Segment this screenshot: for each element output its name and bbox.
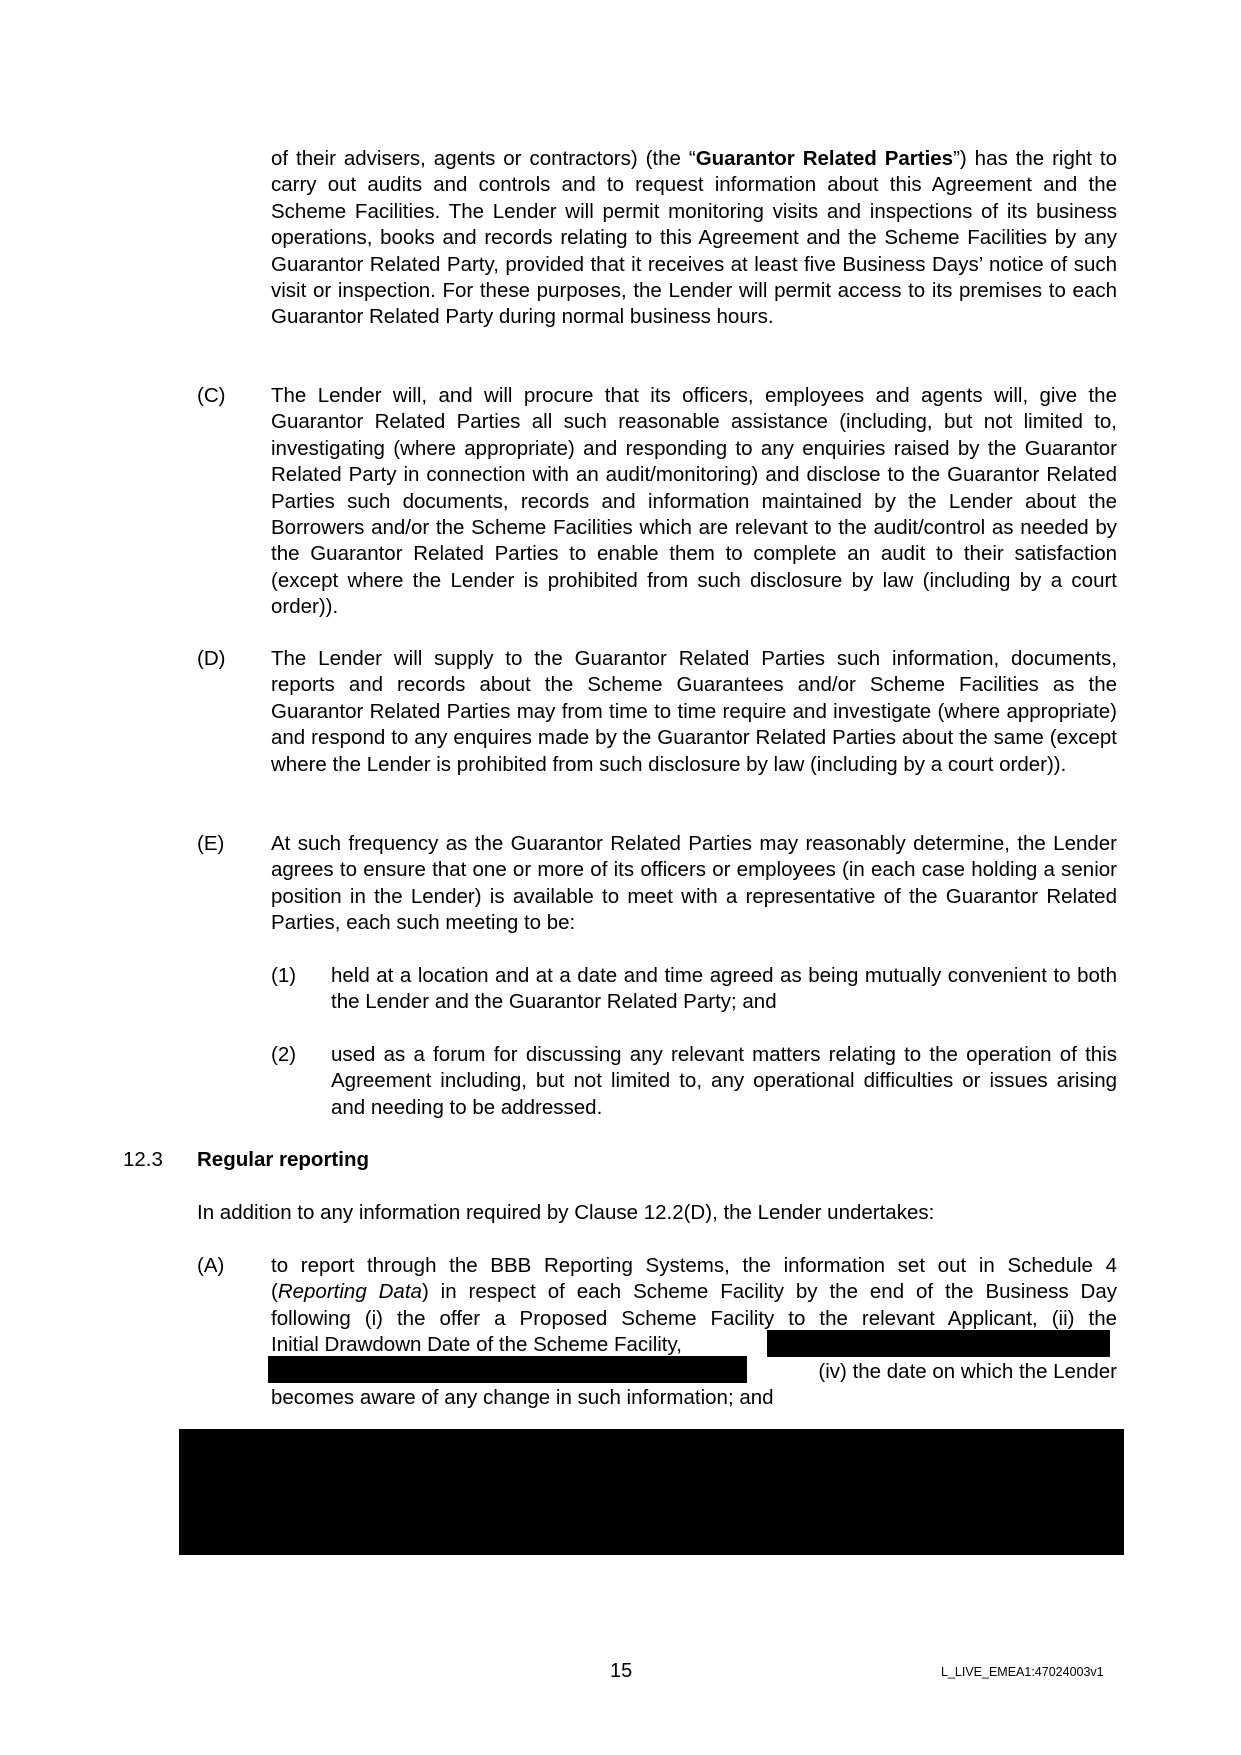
subclause-2-paragraph: used as a forum for discussing any relevant matters relating to the operation of this Agreement including, but not limited to, any operational difficulties or issues arising and needing to be addressed.	[331, 1043, 1117, 1119]
intro-prefix: of their advisers, agents or contractors) (the “	[271, 147, 696, 170]
subclause-1-text	[331, 963, 1117, 1016]
clause-a-line-6: becomes aware of any change in such information; and	[271, 1386, 774, 1410]
clause-a-line-1: to report through the BBB Reporting Systems, the information set out in Schedule 4	[271, 1254, 1117, 1277]
redaction-block-inline-2	[268, 1356, 747, 1383]
schedule-title-italic: Reporting Data	[277, 1280, 422, 1304]
subclause-1-paragraph: held at a location and at a date and time agreed as being mutually convenient to both the Lender and the Guarantor Related Party; and	[331, 964, 1117, 1014]
clause-label-c: (C)	[197, 384, 226, 407]
document-reference: L_LIVE_EMEA1:47024003v1	[941, 1665, 1104, 1679]
subclause-2-text	[331, 1042, 1117, 1121]
section-intro: In addition to any information required by Clause 12.2(D), the Lender undertakes:	[197, 1201, 935, 1224]
subclause-label-1: (1)	[271, 964, 297, 987]
paren-open: (	[271, 1280, 278, 1304]
clause-label-a: (A)	[197, 1254, 225, 1277]
clause-a-line-2	[271, 1279, 1117, 1305]
section-title: Regular reporting	[197, 1148, 369, 1171]
clause-a-line-3: following (i) the offer a Proposed Scheme Facility to the relevant Applicant, (ii) the	[271, 1306, 1117, 1330]
clause-d-text	[271, 646, 1117, 778]
clause-c-paragraph: The Lender will, and will procure that its officers, employees and agents will, give the Guarantor Related Parties all such reasonable assistance (including, but not limited to, investigating (where appropriate) and responding to any enquiries raised by the Guarantor Related Party in connection with an audit/monitoring) and disclose to the Guarantor Related Parties such documents, records and information maintained by the Lender about the Borrowers and/or the Scheme Facilities which are relevant to the audit/control as needed by the Guarantor Related Parties to enable them to complete an audit to their satisfaction (except where the Lender is prohibited from such disclosure by law (including by a court order)).	[271, 384, 1117, 619]
clause-e-paragraph: At such frequency as the Guarantor Related Parties may reasonably determine, the Lender agrees to ensure that one or more of its officers or employees (in each case holding a senior position in the Lender) is available to meet with a representative of the Guarantor Related Parties, each such meeting to be:	[271, 832, 1117, 935]
defined-term: Guarantor Related Parties	[695, 147, 954, 170]
redaction-block-inline-1	[767, 1330, 1110, 1357]
clause-a-line-2-rest: ) in respect of each Scheme Facility by the end of the Business Day	[421, 1280, 1117, 1304]
clause-label-d: (D)	[197, 647, 226, 670]
clause-label-e: (E)	[197, 832, 225, 855]
intro-suffix: ”) has the right to carry out audits and controls and to request information about this Agreement and the Scheme Facilities. The Lender will permit monitoring visits and inspections of its business operations, books and records relating to this Agreement and the Scheme Facilities by any Guarantor Related Party, provided that it receives at least five Business Days’ notice of such visit or inspection. For these purposes, the Lender will permit access to its premises to each Guarantor Related Party during normal business hours.	[271, 147, 1117, 329]
clause-a-line-5: (iv) the date on which the Lender	[818, 1359, 1117, 1383]
intro-paragraph	[271, 146, 1117, 331]
clause-d-paragraph: The Lender will supply to the Guarantor Related Parties such information, documents, reports and records about the Scheme Guarantees and/or Scheme Facilities as the Guarantor Related Parties may from time to time require and investigate (where appropriate) and respond to any enquires made by the Guarantor Related Parties about the same (except where the Lender is prohibited from such disclosure by law (including by a court order)).	[271, 647, 1117, 776]
subclause-label-2: (2)	[271, 1043, 297, 1066]
clause-a-line-4: Initial Drawdown Date of the Scheme Facility,	[271, 1333, 682, 1357]
page-number: 15	[610, 1660, 633, 1682]
clause-c-text	[271, 383, 1117, 621]
clause-e-text	[271, 831, 1117, 937]
section-number: 12.3	[123, 1148, 163, 1171]
redaction-block-large	[179, 1429, 1124, 1555]
